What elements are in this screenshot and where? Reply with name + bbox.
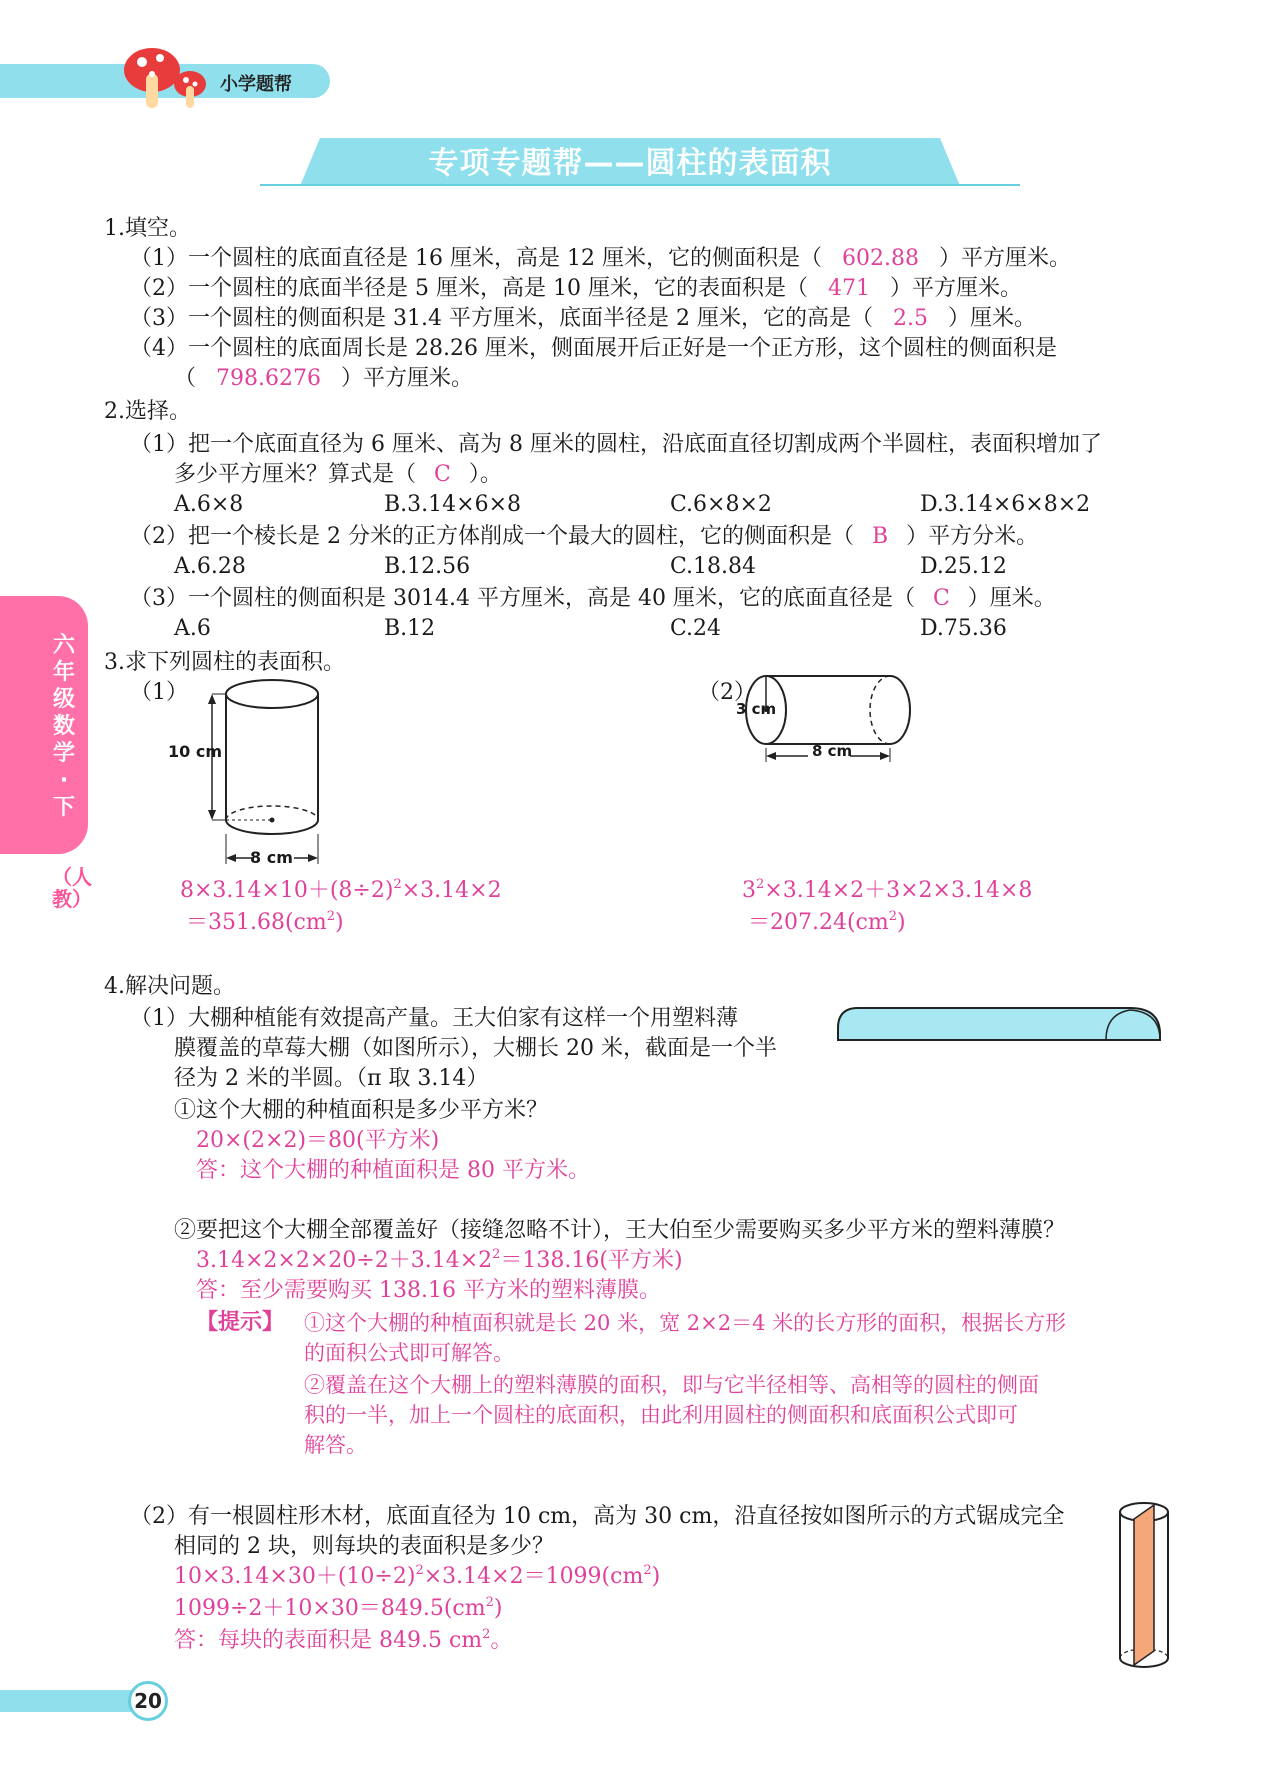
mushroom-logo-icon: [118, 40, 218, 116]
q2-item-3: （3）一个圆柱的侧面积是 3014.4 平方厘米，高是 40 厘米，它的底面直径是（ C ）厘米。: [130, 586, 1056, 611]
sawn-cylinder-figure: [1112, 1498, 1182, 1678]
q1-item-3: （3）一个圆柱的侧面积是 31.4 平方厘米，底面半径是 2 厘米，它的高是（ 2.5 ）厘米。: [130, 306, 1036, 331]
q3-fig1-solution-2: $=351.68(cm^2)$: [186, 909, 344, 935]
q3-fig2-solution-1: $3^2\times 3.14\times 2+3\times 2\times 3.14\times 8$: [742, 877, 1033, 903]
q4-heading: 4.解决问题。: [104, 974, 235, 999]
fig2-length-label: 8 cm: [812, 742, 853, 760]
vertical-cylinder-figure: [160, 674, 340, 874]
q3-fig2-number: （2）: [698, 680, 756, 705]
q2-item-3-option-b: B.12: [384, 616, 436, 641]
page-number: 20: [128, 1681, 168, 1721]
q4-p1-solution-1: 20×(2×2)＝80(平方米): [196, 1128, 440, 1153]
hint-2-line-3: 解答。: [304, 1433, 367, 1457]
brand-name: 小学题帮: [220, 74, 292, 95]
q1-item-1: （1）一个圆柱的底面直径是 16 厘米，高是 12 厘米，它的侧面积是（ 602.88 ）平方厘米。: [130, 246, 1071, 271]
q4-p1-sub-1: ①这个大棚的种植面积是多少平方米？: [174, 1098, 549, 1123]
q2-item-2-option-c: C.18.84: [670, 554, 757, 579]
q2-item-1-option-a: A.6×8: [174, 492, 244, 517]
q2-item-1-option-d: D.3.14×6×8×2: [920, 492, 1091, 517]
title-underline: [260, 184, 1020, 186]
q2-item-1: （1）把一个底面直径为 6 厘米、高为 8 厘米的圆柱，沿底面直径切割成两个半圆柱，表面积增加了: [130, 432, 1102, 457]
q4-p1-solution-2: $3.14\times 2\times 2\times 20\div 2+3.14\times 2^2=138.16$(平方米): [196, 1247, 683, 1273]
side-tab-sub: （人教）: [52, 865, 92, 911]
q4-p2-text-1: （2）有一根圆柱形木材，底面直径为 10 cm，高为 30 cm，沿直径按如图所示的方式锯成完全: [130, 1504, 1065, 1529]
hint-label: 【提示】: [196, 1310, 285, 1335]
q4-p2-solution-2: $1099\div 2+10\times 30=849.5(cm^2)$: [174, 1595, 503, 1621]
q1-item-4-line2: （ 798.6276 ）平方厘米。: [174, 366, 474, 391]
q1-item-2: （2）一个圆柱的底面半径是 5 厘米，高是 10 厘米，它的表面积是（ 471 ）平方厘米。: [130, 276, 1022, 301]
q2-item-2-option-a: A.6.28: [174, 554, 246, 579]
q4-p1-sub-2: ②要把这个大棚全部覆盖好（接缝忽略不计），王大伯至少需要购买多少平方米的塑料薄膜？: [174, 1218, 1066, 1243]
q3-heading: 3.求下列圆柱的表面积。: [104, 650, 345, 675]
q2-item-1-line2: 多少平方厘米？算式是（ C ）。: [174, 462, 502, 487]
hint-2-line-1: ②覆盖在这个大棚上的塑料薄膜的面积，即与它半径相等、高相等的圆柱的侧面: [304, 1373, 1039, 1397]
q2-item-2-option-b: B.12.56: [384, 554, 471, 579]
q2-heading: 2.选择。: [104, 399, 191, 424]
hint-1-line-1: ①这个大棚的种植面积就是长 20 米，宽 2×2＝4 米的长方形的面积，根据长方形: [304, 1311, 1067, 1335]
q4-p2-solution-1: $10\times 3.14\times 30+(10\div 2)^2\times 3.14\times 2=1099(cm^2)$: [174, 1563, 661, 1589]
q2-item-3-option-c: C.24: [670, 616, 722, 641]
q2-item-1-option-b: B.3.14×6×8: [384, 492, 522, 517]
q4-p1-text-1: （1）大棚种植能有效提高产量。王大伯家有这样一个用塑料薄: [130, 1006, 738, 1031]
q4-p2-text-2: 相同的 2 块，则每块的表面积是多少？: [174, 1534, 554, 1559]
q2-item-2: （2）把一个棱长是 2 分米的正方体削成一个最大的圆柱，它的侧面积是（ B ）平方分米。: [130, 524, 1039, 549]
q2-item-3-option-a: A.6: [174, 616, 211, 641]
greenhouse-figure: [830, 1004, 1170, 1064]
q2-item-3-option-d: D.75.36: [920, 616, 1007, 641]
q2-item-1-option-c: C.6×8×2: [670, 492, 772, 517]
q4-p1-text-2: 膜覆盖的草莓大棚（如图所示），大棚长 20 米，截面是一个半: [174, 1036, 777, 1061]
side-tab-text: 六年级数学·下: [52, 633, 75, 820]
q4-p1-answer-2: 答：至少需要购买 138.16 平方米的塑料薄膜。: [196, 1278, 661, 1303]
hint-1-line-2: 的面积公式即可解答。: [304, 1341, 514, 1365]
hint-2-line-2: 积的一半，加上一个圆柱的底面积，由此利用圆柱的侧面积和底面积公式即可: [304, 1403, 1018, 1427]
q1-item-4: （4）一个圆柱的底面周长是 28.26 厘米，侧面展开后正好是一个正方形，这个圆柱的侧面积是: [130, 336, 1057, 361]
q3-fig2-solution-2: $=207.24(cm^2)$: [748, 909, 906, 935]
q4-p1-text-3: 径为 2 米的半圆。（π 取 3.14）: [174, 1066, 489, 1091]
page-title: 专项专题帮——圆柱的表面积: [428, 146, 832, 181]
q3-fig1-solution-1: $8\times 3.14\times 10+(8\div 2)^2\times 3.14\times 2$: [180, 877, 502, 903]
fig1-diameter-label: 8 cm: [250, 848, 293, 867]
q1-heading: 1.填空。: [104, 216, 191, 241]
q3-fig1-number: （1）: [130, 680, 188, 705]
q4-p2-answer: 答：每块的表面积是 849.5 $cm^2$。: [174, 1627, 513, 1653]
fig2-radius-label: 3 cm: [736, 700, 777, 718]
fig1-height-label: 10 cm: [168, 742, 222, 761]
q4-p1-answer-1: 答：这个大棚的种植面积是 80 平方米。: [196, 1158, 590, 1183]
q2-item-2-option-d: D.25.12: [920, 554, 1007, 579]
